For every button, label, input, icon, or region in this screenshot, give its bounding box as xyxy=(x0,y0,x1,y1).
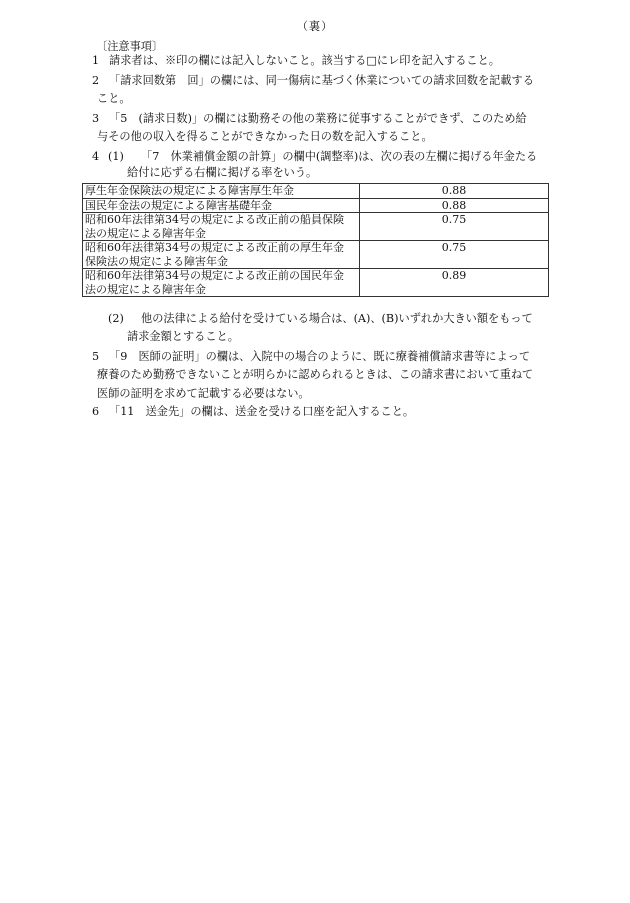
item-number-1: 1 xyxy=(92,54,100,67)
table-row xyxy=(83,184,549,199)
pension-type-cell: 昭和60年法律第34号の規定による改正前の国民年金 法の規定による障害年金 xyxy=(83,269,360,297)
table-row xyxy=(83,269,549,297)
section-title: 〔注意事項〕 xyxy=(96,40,164,53)
table-row xyxy=(83,198,549,213)
item-text-1: 請求者は、※印の欄には記入しないこと。該当する□にレ印を記入すること。 xyxy=(109,54,500,67)
item-text-3a: 「5 (請求日数)」の欄には勤務その他の業務に従事することができず、このため給 xyxy=(109,112,527,125)
page-title: （裏） xyxy=(296,20,334,33)
item-text-2a: 「請求回数第 回」の欄には、同一傷病に基づく休業についての請求回数を記載する xyxy=(109,74,534,87)
item-number-2: 2 xyxy=(92,74,100,87)
rate-cell: 0.88 xyxy=(360,198,549,213)
item-number-4: 4 xyxy=(92,150,100,163)
pension-type-cell: 昭和60年法律第34号の規定による改正前の厚生年金 保険法の規定による障害年金 xyxy=(83,241,360,269)
table-row xyxy=(83,241,549,269)
item-text-5b: 療養のため勤務できないことが明らかに認められるときは、この請求書において重ねて xyxy=(97,368,534,381)
item-number-3: 3 xyxy=(92,112,100,125)
item-text-5a: 「9 医師の証明」の欄は、入院中の場合のように、既に療養補償請求書等によって xyxy=(109,350,531,363)
table-row xyxy=(83,213,549,241)
item-text-4a: 「7 休業補償金額の計算」の欄中(調整率)は、次の表の左欄に掲げる年金たる xyxy=(141,150,538,163)
adjustment-rate-table xyxy=(82,183,549,297)
item-text-4d: 請求金額とすること。 xyxy=(127,330,239,343)
item-text-6: 「11 送金先」の欄は、送金を受ける口座を記入すること。 xyxy=(109,405,415,418)
item-text-3b: 与その他の収入を得ることができなかった日の数を記入すること。 xyxy=(97,130,433,143)
rate-cell: 0.75 xyxy=(360,213,549,241)
item-4-sub-2-label: (2) xyxy=(108,312,124,325)
rate-cell: 0.88 xyxy=(360,184,549,199)
item-number-6: 6 xyxy=(92,405,100,418)
rate-cell: 0.89 xyxy=(360,269,549,297)
pension-type-cell: 昭和60年法律第34号の規定による改正前の船員保険 法の規定による障害年金 xyxy=(83,213,360,241)
pension-type-cell: 厚生年金保険法の規定による障害厚生年金 xyxy=(83,184,360,199)
item-text-4b: 給付に応ずる右欄に掲げる率をいう。 xyxy=(127,166,318,179)
item-text-5c: 医師の証明を求めて記載する必要はない。 xyxy=(97,387,310,400)
item-text-4c: 他の法律による給付を受けている場合は、(A)、(B)いずれか大きい額をもって xyxy=(141,312,533,325)
pension-type-cell: 国民年金法の規定による障害基礎年金 xyxy=(83,198,360,213)
rate-cell: 0.75 xyxy=(360,241,549,269)
item-4-sub-1-label: (1) xyxy=(108,150,124,163)
item-number-5: 5 xyxy=(92,350,100,363)
item-text-2b: こと。 xyxy=(97,92,131,105)
